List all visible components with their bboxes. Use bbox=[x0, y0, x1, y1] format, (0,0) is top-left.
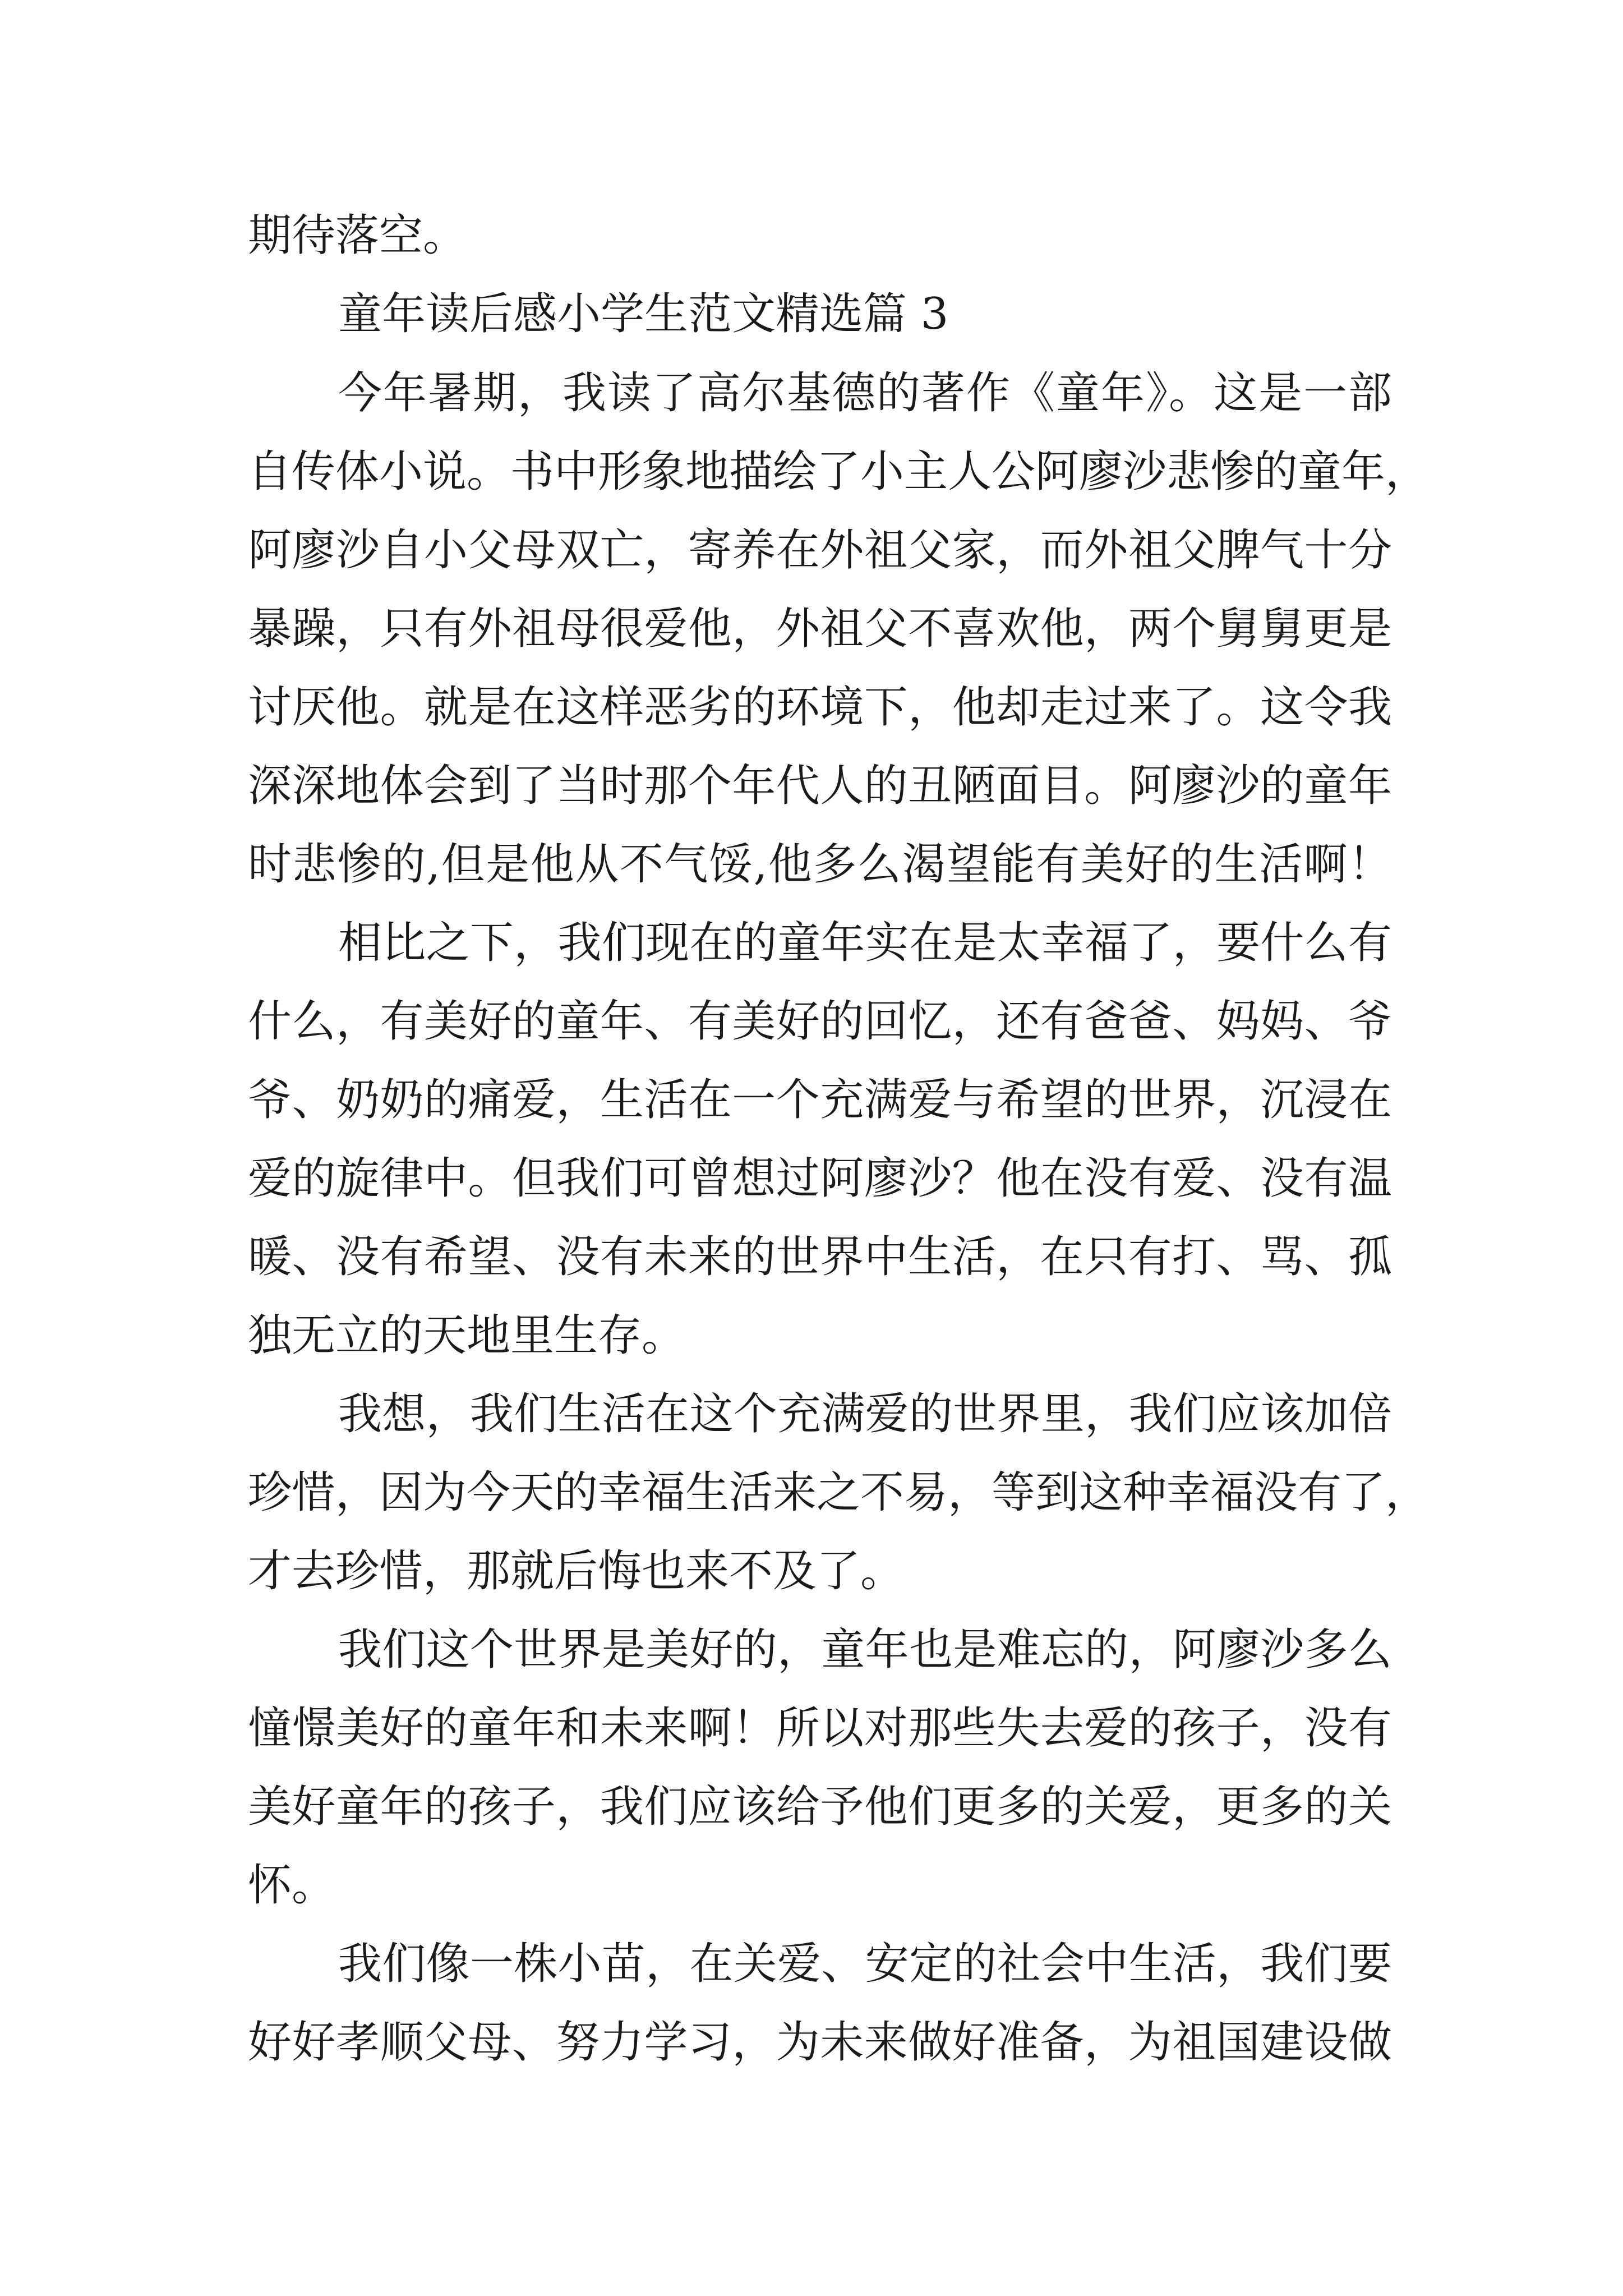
paragraph-line: 时悲惨的,但是他从不气馁,他多么渴望能有美好的生活啊！ bbox=[248, 839, 1392, 890]
paragraph-line: 相比之下，我们现在的童年实在是太幸福了，要什么有 bbox=[338, 918, 1392, 968]
paragraph-line: 憧憬美好的童年和未来啊！所以对那些失去爱的孩子，没有 bbox=[248, 1703, 1392, 1754]
paragraph-line: 我想，我们生活在这个充满爱的世界里，我们应该加倍 bbox=[338, 1389, 1392, 1439]
paragraph-line: 珍惜，因为今天的幸福生活来之不易，等到这种幸福没有了， bbox=[248, 1467, 1430, 1518]
paragraph-line: 阿廖沙自小父母双亡，寄养在外祖父家，而外祖父脾气十分 bbox=[248, 525, 1392, 576]
paragraph-line: 才去珍惜，那就后悔也来不及了。 bbox=[248, 1546, 905, 1596]
section-heading: 童年读后感小学生范文精选篇 3 bbox=[338, 289, 949, 339]
paragraph-line: 爷、奶奶的痛爱，生活在一个充满爱与希望的世界，沉浸在 bbox=[248, 1075, 1392, 1125]
paragraph-line: 独无立的天地里生存。 bbox=[248, 1310, 686, 1361]
paragraph-line: 美好童年的孩子，我们应该给予他们更多的关爱，更多的关 bbox=[248, 1782, 1392, 1832]
paragraph-line: 暴躁，只有外祖母很爱他，外祖父不喜欢他，两个舅舅更是 bbox=[248, 604, 1392, 654]
paragraph-line: 今年暑期，我读了高尔基德的著作《童年》。这是一部 bbox=[338, 368, 1392, 418]
paragraph-line: 暖、没有希望、没有未来的世界中生活，在只有打、骂、孤 bbox=[248, 1232, 1392, 1282]
paragraph-line: 怀。 bbox=[248, 1860, 336, 1911]
paragraph-line: 深深地体会到了当时那个年代人的丑陋面目。阿廖沙的童年 bbox=[248, 761, 1392, 811]
paragraph-line: 好好孝顺父母、努力学习，为未来做好准备，为祖国建设做 bbox=[248, 2017, 1392, 2068]
paragraph-line: 什么，有美好的童年、有美好的回忆，还有爸爸、妈妈、爷 bbox=[248, 996, 1392, 1047]
paragraph-line: 自传体小说。书中形象地描绘了小主人公阿廖沙悲惨的童年， bbox=[248, 447, 1430, 497]
text-line: 期待落空。 bbox=[248, 210, 467, 261]
paragraph-line: 我们这个世界是美好的，童年也是难忘的，阿廖沙多么 bbox=[338, 1625, 1392, 1675]
paragraph-line: 我们像一株小苗，在关爱、安定的社会中生活，我们要 bbox=[338, 1939, 1392, 1989]
paragraph-line: 爱的旋律中。但我们可曾想过阿廖沙？他在没有爱、没有温 bbox=[248, 1153, 1392, 1204]
paragraph-line: 讨厌他。就是在这样恶劣的环境下，他却走过来了。这令我 bbox=[248, 682, 1392, 733]
